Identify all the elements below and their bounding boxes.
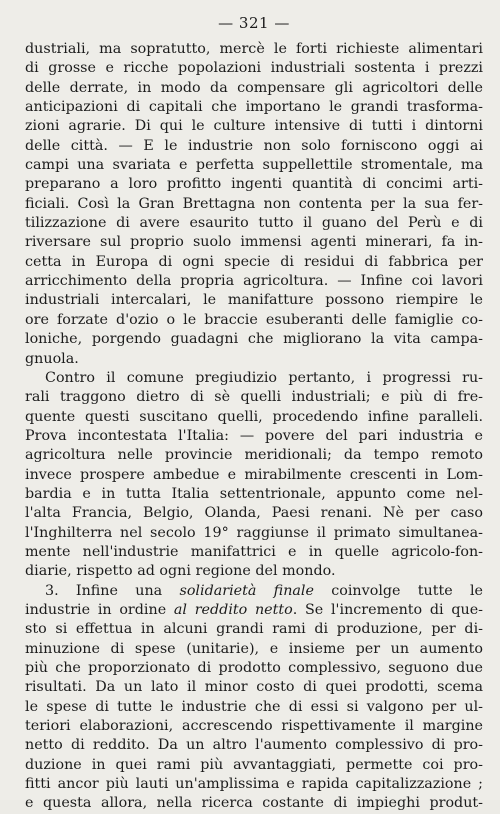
text-line (25, 582, 483, 601)
text-line: campi una svariata e perfetta suppellettile stromentale, ma (25, 157, 483, 174)
text-line: invece prospere ambedue e mirabilmente crescenti in Lom- (25, 466, 483, 483)
text-line: anticipazioni di capitali che importano le grandi trasforma- (25, 99, 483, 116)
text-line: netto di reddito. Da un altro l'aumento complessivo di pro- (25, 737, 483, 754)
text-line: arricchimento della propria agricoltura. — Infine coi lavori (25, 273, 483, 290)
text-line: ficiali. Così la Gran Brettagna non contenta per la sua fer- (25, 195, 483, 212)
text-line: bardia e in tutta Italia settentrionale, appunto come nel- (25, 485, 483, 502)
text-line: delle derrate, in modo da compensare gli agricoltori delle (25, 79, 483, 96)
body-text (25, 40, 483, 814)
text-line: riversare sul proprio suolo immensi agenti minerari, fa in- (25, 234, 483, 251)
text-line: le spese di tutte le industrie che di essi si valgono per ul- (25, 698, 483, 715)
text-line: loniche, porgendo guadagni che migliorano la vita campa- (25, 331, 483, 348)
text-line: diarie, rispetto ad ogni regione del mondo. (25, 563, 336, 580)
text-line: tilizzazione di avere esaurito tutto il guano del Perù e di (25, 215, 483, 232)
text-line: Contro il comune pregiudizio pertanto, i progressi ru- (45, 369, 483, 386)
text-line: teriori elaborazioni, accrescendo rispettivamente il margine (25, 718, 483, 735)
text-line: gnuola. (25, 350, 79, 367)
italic-phrase: al reddito netto (173, 601, 293, 618)
text-line: ore forzate d'ozio o le braccie esuberanti delle famiglie co- (25, 311, 483, 328)
text-line: di grosse e ricche popolazioni industriali sostenta i prezzi (25, 60, 483, 77)
text-span: 3. Infine una (45, 582, 180, 599)
text-line: quente questi suscitano quelli, procedendo infine paralleli. (25, 408, 483, 425)
text-line: agricoltura nelle provincie meridionali; da tempo remoto (25, 447, 483, 464)
text-line: mente nell'industrie manifattrici e in quelle agricolo-fon- (25, 543, 483, 560)
text-line: industriali intercalari, le manifatture possono riempire le (25, 292, 483, 309)
text-line: risultati. Da un lato il minor costo di quei prodotti, scema (25, 679, 483, 696)
text-line: rali traggono dietro di sè quelli industriali; e più di fre- (25, 389, 483, 406)
text-span: industrie in ordine (25, 601, 174, 618)
page-number: — 321 — (218, 14, 290, 32)
text-line: preparano a loro profitto ingenti quantità di concimi arti- (25, 176, 483, 193)
text-line: più che proporzionato di prodotto complessivo, seguono due (25, 660, 483, 676)
text-line: sto si effettua in alcuni grandi rami di produzione, per di- (25, 621, 483, 638)
text-line: minuzione di spese (unitarie), e insieme per un aumento (25, 640, 483, 657)
text-line: delle città. — E le industrie non solo forniscono oggi ai (25, 137, 483, 154)
text-line: duzione in quei rami più avvantaggiati, permette coi pro- (25, 756, 483, 773)
text-line (25, 601, 483, 620)
text-line: zioni agrarie. Di qui le culture intensive di tutti i dintorni (25, 118, 483, 135)
text-line: l'alta Francia, Belgio, Olanda, Paesi renani. Nè per caso (25, 505, 483, 522)
text-line: dustriali, ma sopratutto, mercè le forti richieste alimentari (25, 41, 483, 57)
text-line: fitti ancor più lauti un'amplissima e rapida capitalizzazione ; (25, 776, 483, 793)
text-line: cetta in Europa di ogni specie di residui di fabbrica per (25, 253, 483, 270)
text-span: . Se l'incremento di que- (292, 601, 483, 618)
text-line: Prova incontestata l'Italia: — povere del pari industria e (25, 427, 483, 444)
text-line: l'Inghilterra nel secolo 19° raggiunse il primato simultanea- (25, 524, 483, 541)
italic-phrase: solidarietà finale (179, 582, 314, 599)
text-span: coinvolge tutte le (313, 582, 484, 599)
text-line: e questa allora, nella ricerca costante di impieghi produt- (25, 795, 483, 812)
